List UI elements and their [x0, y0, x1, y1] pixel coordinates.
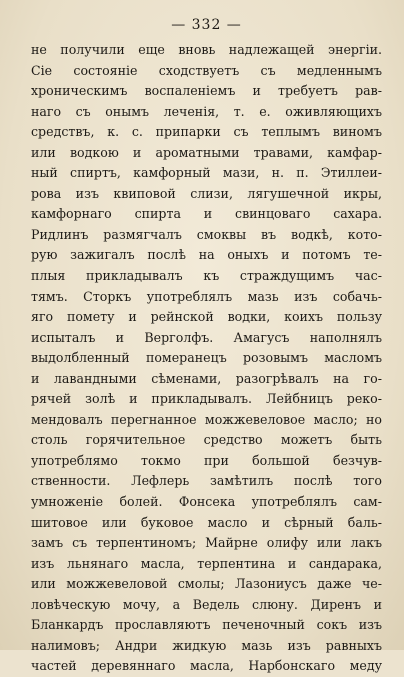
text-line: яго помету и рейнской водки, коихъ пользу	[31, 309, 382, 325]
text-line: рова изъ квиповой слизи, лягушечной икры,	[31, 185, 382, 201]
text-line: ный спиртъ, камфорный мази, н. п. Этиллеи-	[31, 165, 382, 181]
text-line: ловѣческую мочу, а Ведель слюну. Диренъ и	[31, 596, 382, 612]
text-line: столь горячительное средство можетъ быть	[31, 432, 382, 448]
text-line: испыталъ и Верголфъ. Амагусъ наполнялъ	[31, 329, 382, 345]
text-line: хроническимъ воспаленіемъ и требуетъ рав-	[31, 83, 382, 99]
text-line: ственности. Лефлерь замѣтилъ послѣ того	[31, 473, 382, 489]
text-line: употреблямо токмо при большой безчув-	[31, 452, 382, 468]
text-line: частей деревяннаго масла, Нарбонскаго меду	[31, 658, 382, 674]
text-line: мендовалъ перегнанное можжевеловое масло; но	[31, 411, 382, 427]
text-line: Ридлинъ размягчалъ смоквы въ водкѣ, кото-	[31, 226, 382, 242]
text-line: рую зажигалъ послѣ на оныхъ и потомъ те-	[31, 247, 382, 263]
text-line: рячей золѣ и прикладывалъ. Лейбницъ реко-	[31, 391, 382, 407]
text-line: или водкою и ароматными травами, камфар-	[31, 144, 382, 160]
text-line: выдолбленный померанецъ розовымъ масломъ	[31, 350, 382, 366]
text-line: Бланкардъ прославляютъ печеночный сокъ изъ	[31, 617, 382, 633]
text-line: изъ льнянаго масла, терпентина и сандарака,	[31, 555, 382, 571]
page-number-header: — 332 —	[171, 17, 242, 33]
text-line: камфорнаго спирта и свинцоваго сахара.	[31, 206, 382, 222]
text-line: и лавандными сѣменами, разогрѣвалъ на го-	[31, 370, 382, 386]
text-line: не получили еще вновь надлежащей энергіи.	[31, 42, 382, 57]
text-line: плыя прикладывалъ къ страждущимъ час-	[31, 268, 382, 284]
text-line: тямъ. Сторкъ употреблялъ мазь изъ собачь-	[31, 288, 382, 304]
text-line: шитовое или буковое масло и сѣрный баль-	[31, 514, 382, 530]
text-line: налимовъ; Андри жидкую мазь изъ равныхъ	[31, 637, 382, 653]
text-line: умноженіе болей. Фонсека употреблялъ сам-	[31, 494, 382, 510]
text-line: или можжевеловой смолы; Лазониусъ даже че-	[31, 576, 382, 592]
text-line: наго съ онымъ леченія, т. е. оживляющихъ	[31, 103, 382, 119]
text-line: замъ съ терпентиномъ; Майрне олифу или лакъ	[31, 535, 382, 551]
page-body	[31, 40, 382, 677]
text-line: средствъ, к. с. припарки съ теплымъ виномъ	[31, 124, 382, 140]
text-line: Сіе состояніе сходствуетъ съ медленнымъ	[31, 62, 382, 78]
